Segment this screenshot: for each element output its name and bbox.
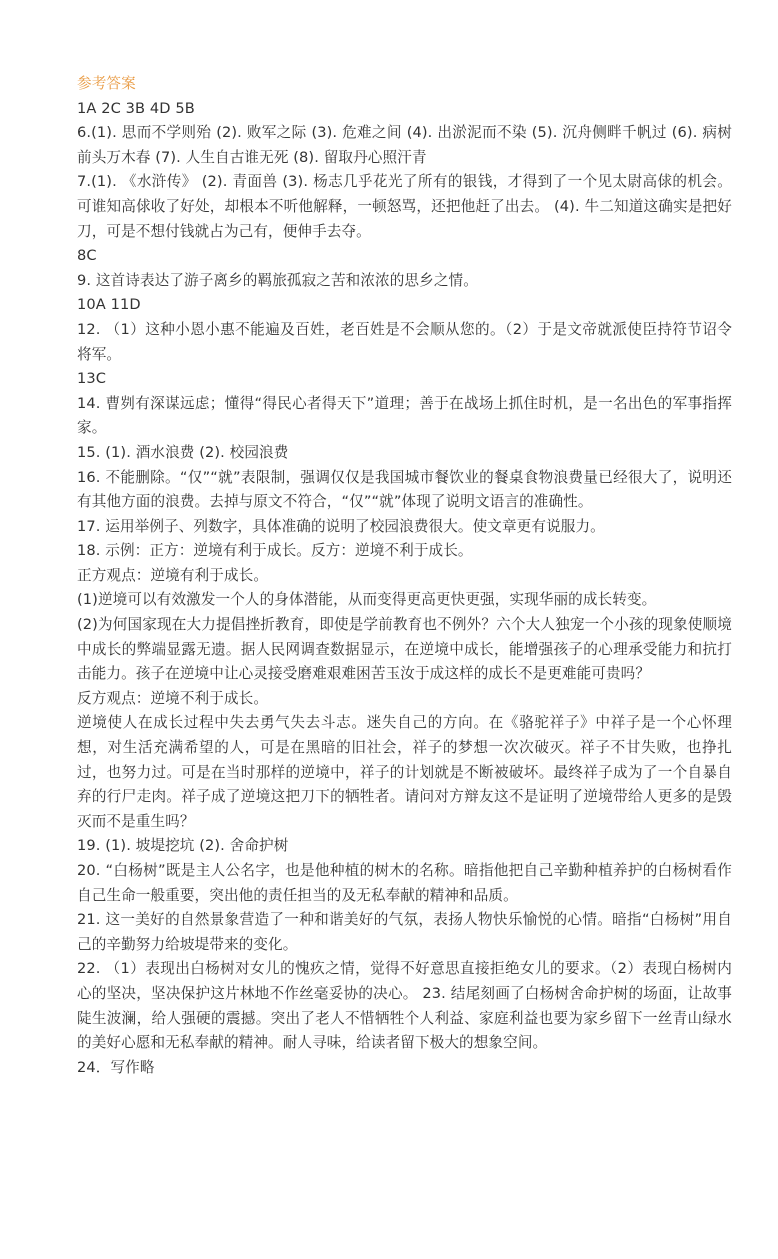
answer-15: 15. (1). 酒水浪费 (2). 校园浪费 [77,443,289,461]
answer-18-pro-view: 正方观点：逆境有利于成长。 [77,566,269,584]
answer-18: 18. 示例：正方：逆境有利于成长。反方：逆境不利于成长。 [77,542,473,560]
answers-10-11: 10A 11D [77,296,141,314]
answer-18-pro-point-2: (2)为何国家现在大力提倡挫折教育，即使是学前教育也不例外？六个大人独宠一个小孩的现象使顺境中成长的弊端显露无遗。据人民网调查数据显示，在逆境中成长，能增强孩子的心理承受能力和抗打击能力。孩子在逆境中让心灵接受磨难艰难困苦玉汝于成这样的成长不是更难能可贵吗？ [77,616,732,683]
answer-19: 19. (1). 坡堤挖坑 (2). 舍命护树 [77,837,289,855]
answer-14: 14. 曹刿有深谋远虑；懂得“得民心者得天下”道理；善于在战场上抓住时机，是一名出色的军事指挥家。 [77,394,732,437]
answer-24: 24．写作略 [77,1058,155,1076]
answer-20: 20. “白杨树”既是主人公名字，也是他种植的树木的名称。暗指他把自己辛勤种植养护的白杨树看作自己生命一般重要，突出他的责任担当的及无私奉献的精神和品质。 [77,862,732,904]
answer-21: 21. 这一美好的自然景象营造了一种和谐美好的气氛，表扬人物快乐愉悦的心情。暗指“白杨树”用自己的辛勤努力给坡堤带来的变化。 [77,911,732,953]
answer-12: 12. （1）这种小恩小惠不能遍及百姓，老百姓是不会顺从您的。（2）于是文帝就派使臣持符节诏令将军。 [77,320,732,363]
answers-22-23: 22. （1）表现出白杨树对女儿的愧疚之情，觉得不好意思直接拒绝女儿的要求。（2）表现白杨树内心的坚决，坚决保护这片林地不作丝毫妥协的决心。 23. 结尾刻画了白杨树舍命护树的场面，让故事陡生波澜，给人强硬的震撼。突出了老人不惜牺牲个人利益、家庭利益也要为家乡留下一丝青山绿水的美好心愿和无私奉献的精神。耐人寻味，给读者留下极大的想象空间。 [77,960,732,1052]
answer-9: 9. 这首诗表达了游子离乡的羁旅孤寂之苦和浓浓的思乡之情。 [77,271,478,289]
answer-7: 7.(1). 《水浒传》 (2). 青面兽 (3). 杨志几乎花光了所有的银钱，才得到了一个见太尉高俅的机会。可谁知高俅收了好处，却根本不听他解释，一顿怒骂，还把他赶了出去。 (4). 牛二知道这确实是把好刀，可是不想付钱就占为己有，便伸手去夺。 [77,173,732,240]
answer-8: 8C [77,247,97,265]
answer-18-con-view: 反方观点：逆境不利于成长。 [77,689,269,707]
answer-16: 16. 不能删除。“仅”“就”表限制，强调仅仅是我国城市餐饮业的餐桌食物浪费量已经很大了，说明还有其他方面的浪费。去掉与原文不符合，“仅”“就”体现了说明文语言的准确性。 [77,468,732,511]
answer-document [77,72,732,1080]
answer-13: 13C [77,370,107,388]
answers-1-5: 1A 2C 3B 4D 5B [77,99,195,117]
answer-18-con-argument: 逆境使人在成长过程中失去勇气失去斗志。迷失自己的方向。在《骆驼祥子》中祥子是一个心怀理想，对生活充满希望的人，可是在黑暗的旧社会，祥子的梦想一次次破灭。祥子不甘失败，也挣扎过，也努力过。可是在当时那样的逆境中，祥子的计划就是不断被破坏。最终祥子成为了一个自暴自弃的行尸走肉。祥子成了逆境这把刀下的牺牲者。请问对方辩友这不是证明了逆境带给人更多的是毁灭而不是重生吗？ [77,714,732,830]
answer-18-pro-point-1: (1)逆境可以有效激发一个人的身体潜能，从而变得更高更快更强，实现华丽的成长转变。 [77,591,657,609]
answer-17: 17. 运用举例子、列数字，具体准确的说明了校园浪费很大。使文章更有说服力。 [77,517,605,535]
answer-6: 6.(1). 思而不学则殆 (2). 败军之际 (3). 危难之间 (4). 出淤泥而不染 (5). 沉舟侧畔千帆过 (6). 病树前头万木春 (7). 人生自古谁无死 (8). 留取丹心照汗青 [77,124,732,166]
answer-key-title: 参考答案 [77,75,136,92]
